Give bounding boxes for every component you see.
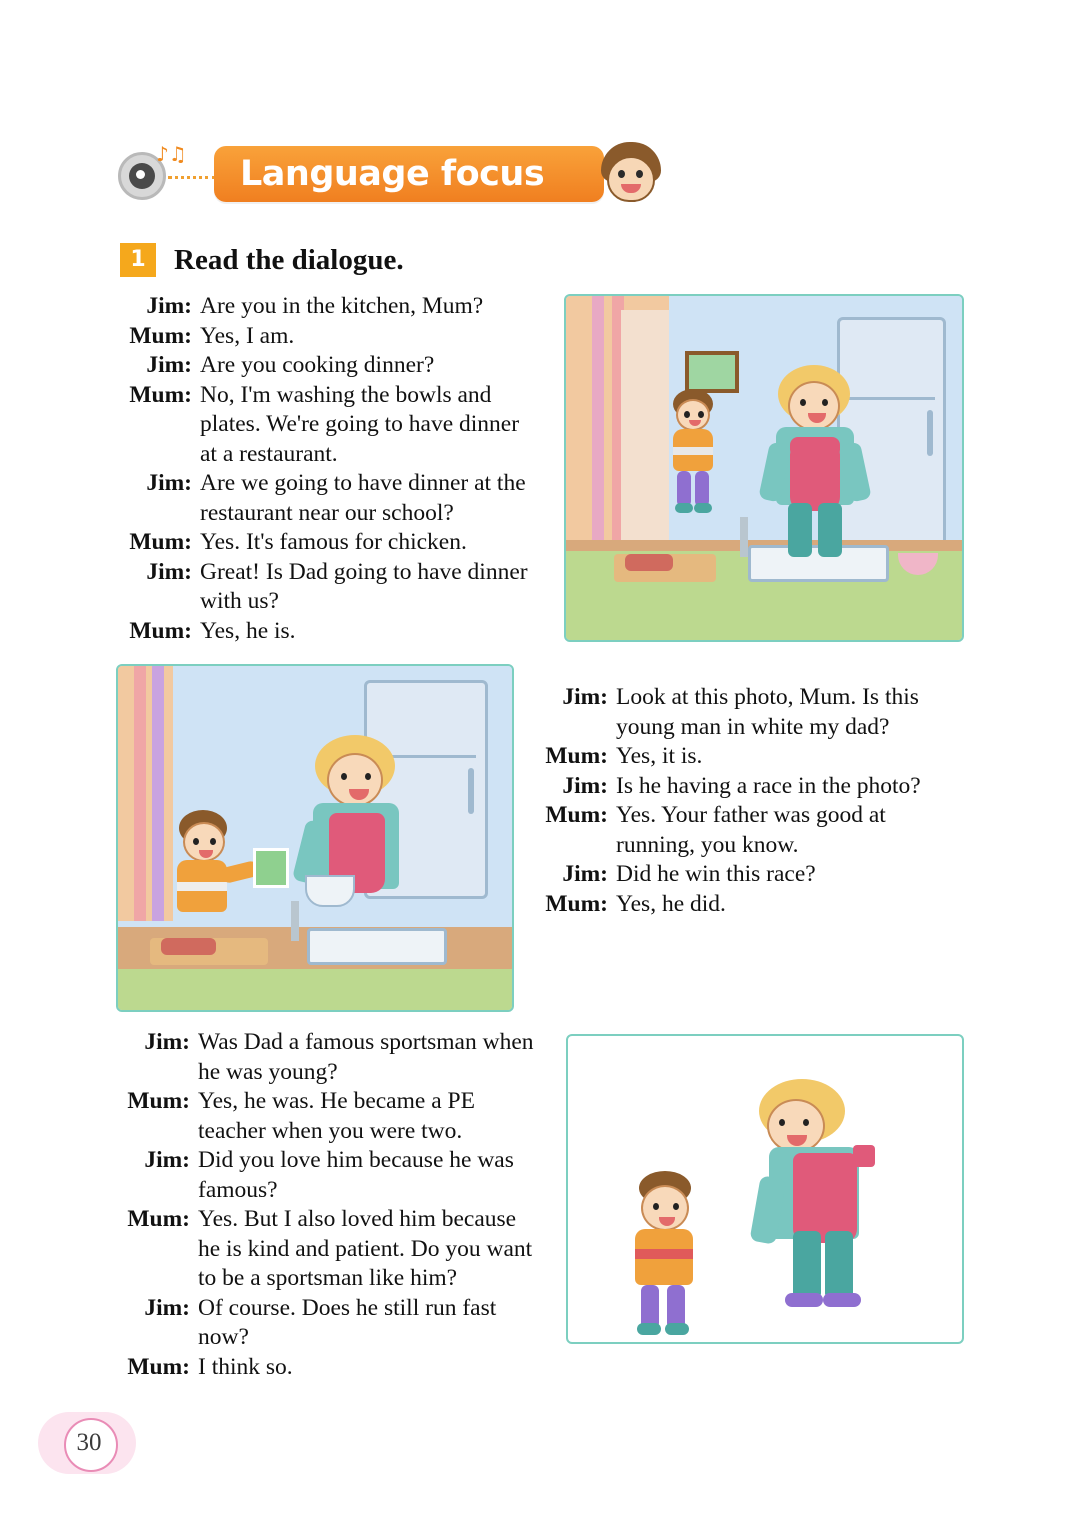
dialogue-text: Great! Is Dad going to have dinner with us? (200, 558, 528, 614)
dialogue-text: Yes. Your father was good at running, you know. (616, 802, 886, 858)
illustration-mum-bending-to-talk-to-boy (566, 1034, 964, 1344)
character-mum (299, 735, 419, 955)
speaker-label: Mum: (127, 1088, 190, 1114)
speaker-label: Mum: (545, 802, 608, 828)
speaker-label: Jim: (144, 1147, 190, 1173)
dialogue-text: Did you love him because he was famous? (198, 1147, 514, 1203)
dialogue-line (120, 381, 540, 470)
dialogue-text: Is he having a race in the photo? (616, 772, 921, 799)
bowl (305, 875, 355, 907)
speaker-label: Jim: (146, 352, 192, 378)
dialogue-line (530, 772, 960, 802)
photo-card (253, 848, 289, 888)
dialogue-line (530, 890, 960, 920)
dialogue-text: Yes, I am. (200, 322, 295, 349)
dialogue-text: Yes, it is. (616, 743, 703, 769)
dialogue-line (118, 1087, 538, 1146)
exercise-heading (120, 243, 404, 277)
dialogue-text: Yes, he was. He became a PE teacher when you were two. (198, 1088, 475, 1144)
dialogue-line (120, 322, 540, 352)
dialogue-line (118, 1353, 538, 1383)
music-notes-icon: ♪♫ (156, 142, 187, 166)
dialogue-text: Yes, he is. (200, 617, 296, 644)
speaker-label: Jim: (146, 558, 192, 585)
speaker-label: Mum: (545, 890, 608, 917)
dialogue-line (120, 469, 540, 528)
illustration-boy-showing-photo-to-mum (116, 664, 514, 1012)
dialogue-line (118, 1146, 538, 1205)
speaker-label: Jim: (146, 470, 192, 496)
page-title: Language focus (214, 146, 604, 202)
page-number: 30 (76, 1429, 102, 1456)
apron-bow (853, 1145, 875, 1167)
speaker-label: Mum: (129, 381, 192, 408)
dialogue-text: Look at this photo, Mum. Is this young man in white my dad? (616, 684, 919, 740)
character-boy (165, 810, 255, 960)
character-boy (623, 1171, 723, 1331)
dialogue-text: Are you cooking dinner? (200, 352, 435, 378)
dialogue-block-2 (530, 683, 960, 919)
speaker-label: Mum: (127, 1353, 190, 1380)
speaker-label: Jim: (144, 1029, 190, 1055)
boy-face-icon (597, 140, 665, 208)
dialogue-line (120, 292, 540, 322)
dialogue-text: I think so. (198, 1353, 293, 1380)
dialogue-line (118, 1294, 538, 1353)
exercise-number-badge: 1 (120, 243, 156, 277)
dialogue-line (120, 558, 540, 617)
speaker-label: Jim: (562, 861, 608, 887)
speaker-label: Mum: (129, 617, 192, 644)
speaker-label: Jim: (562, 684, 608, 710)
speaker-label: Mum: (129, 529, 192, 555)
speaker-label: Jim: (562, 772, 608, 799)
dialogue-text: No, I'm washing the bowls and plates. We're going to have dinner at a restaurant. (200, 381, 520, 467)
dialogue-line (530, 742, 960, 772)
speaker-label: Mum: (129, 322, 192, 349)
illustration-kitchen-mum-washing-dishes (564, 294, 964, 642)
character-mum (764, 365, 874, 575)
exercise-title: Read the dialogue. (174, 243, 404, 276)
dialogue-line (530, 860, 960, 890)
speaker-label: Jim: (144, 1294, 190, 1321)
speaker-label: Mum: (545, 743, 608, 769)
dialogue-line (120, 617, 540, 647)
speaker-label: Jim: (146, 293, 192, 319)
dialogue-block-3 (118, 1028, 538, 1382)
dialogue-text: Of course. Does he still run fast now? (198, 1294, 497, 1350)
dialogue-text: Yes, he did. (616, 890, 726, 917)
dialogue-line (530, 683, 960, 742)
section-header (110, 140, 710, 210)
dialogue-text: Was Dad a famous sportsman when he was young? (198, 1029, 534, 1085)
dotted-connector (168, 176, 216, 179)
dialogue-text: Yes. It's famous for chicken. (200, 529, 467, 555)
character-mum (741, 1079, 891, 1319)
dialogue-line (118, 1205, 538, 1294)
character-boy (661, 389, 731, 519)
dialogue-line (120, 528, 540, 558)
dialogue-text: Are we going to have dinner at the restaurant near our school? (200, 470, 526, 526)
dialogue-line (530, 801, 960, 860)
dialogue-text: Are you in the kitchen, Mum? (200, 293, 484, 319)
page-number-container (38, 1412, 136, 1474)
speaker-label: Mum: (127, 1206, 190, 1232)
dialogue-text: Did he win this race? (616, 861, 816, 887)
dialogue-line (120, 351, 540, 381)
dialogue-block-1 (120, 292, 540, 646)
dialogue-text: Yes. But I also loved him because he is kind and patient. Do you want to be a sportsman like him? (198, 1206, 533, 1291)
dialogue-line (118, 1028, 538, 1087)
